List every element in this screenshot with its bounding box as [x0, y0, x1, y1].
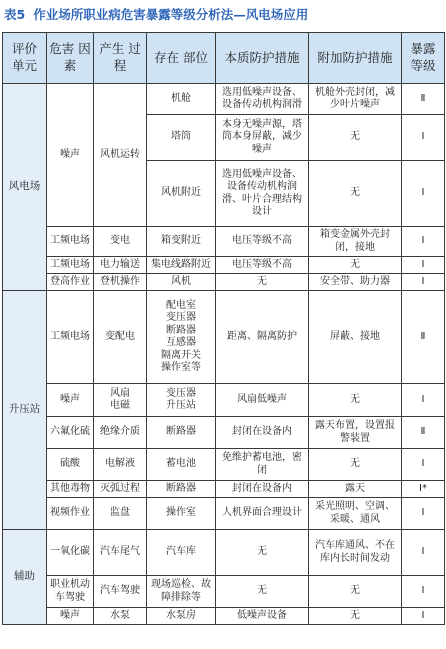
hazard-cell: 工频电场	[47, 291, 94, 384]
process-cell: 水泵	[94, 608, 147, 625]
process-cell: 绝缘介质	[94, 417, 147, 449]
process-cell: 电解液	[94, 449, 147, 481]
process-cell: 汽车尾气	[94, 530, 147, 576]
additional-cell: 露天布置，设置报警装置	[309, 417, 402, 449]
hazard-cell: 其他毒物	[47, 481, 94, 498]
hazard-cell: 工频电场	[47, 227, 94, 257]
additional-cell: 露天	[309, 481, 402, 498]
level-cell: Ⅰ	[402, 161, 445, 227]
process-cell: 变电	[94, 227, 147, 257]
table-row	[3, 84, 445, 115]
table-row	[3, 291, 445, 384]
level-cell: Ⅰ	[402, 257, 445, 274]
process-cell: 电力输送	[94, 257, 147, 274]
process-cell: 风机运转	[94, 84, 147, 227]
table-row	[3, 481, 445, 498]
location-cell: 风机	[147, 274, 216, 291]
hazard-cell: 六氟化硫	[47, 417, 94, 449]
table-row	[3, 417, 445, 449]
hazard-cell: 工频电场	[47, 257, 94, 274]
area-cell-booster-station: 升压站	[3, 291, 47, 530]
intrinsic-cell: 距离、隔离防护	[216, 291, 309, 384]
level-cell: Ⅱ	[402, 291, 445, 384]
additional-cell: 箱变金属外壳封闭，接地	[309, 227, 402, 257]
level-cell: Ⅰ*	[402, 481, 445, 498]
level-cell: Ⅰ	[402, 576, 445, 608]
intrinsic-cell: 人机界面合理设计	[216, 498, 309, 530]
col-header-additional: 附加防护措施	[309, 33, 402, 84]
intrinsic-cell: 无	[216, 576, 309, 608]
intrinsic-cell: 选用低噪声设备、设备传动机构润滑、叶片合理结构设计	[216, 161, 309, 227]
hazard-cell: 一氧化碳	[47, 530, 94, 576]
table-row	[3, 274, 445, 291]
intrinsic-cell: 本身无噪声源，塔筒本身屏蔽，减少噪声	[216, 115, 309, 161]
table-row	[3, 227, 445, 257]
col-header-process: 产生 过程	[94, 33, 147, 84]
intrinsic-cell: 电压等级不高	[216, 227, 309, 257]
location-cell: 风机附近	[147, 161, 216, 227]
intrinsic-cell: 无	[216, 530, 309, 576]
hazard-cell: 视频作业	[47, 498, 94, 530]
location-cell: 集电线路附近	[147, 257, 216, 274]
location-cell: 箱变附近	[147, 227, 216, 257]
header-row	[3, 33, 445, 84]
location-cell: 断路器	[147, 417, 216, 449]
level-cell: Ⅰ	[402, 274, 445, 291]
table-row	[3, 530, 445, 576]
additional-cell: 无	[309, 115, 402, 161]
process-cell: 汽车驾驶	[94, 576, 147, 608]
level-cell: Ⅰ	[402, 498, 445, 530]
additional-cell: 无	[309, 608, 402, 625]
col-header-hazard: 危害 因素	[47, 33, 94, 84]
additional-cell: 无	[309, 384, 402, 417]
location-cell: 水泵房	[147, 608, 216, 625]
level-cell: Ⅰ	[402, 227, 445, 257]
location-cell: 塔筒	[147, 115, 216, 161]
level-cell: Ⅰ	[402, 608, 445, 625]
table-title: 作业场所职业病危害暴露等级分析法—风电场应用	[33, 7, 309, 22]
exposure-level-table	[2, 32, 445, 625]
intrinsic-cell: 电压等级不高	[216, 257, 309, 274]
process-cell: 监盘	[94, 498, 147, 530]
location-cell: 现场巡检、故障排除等	[147, 576, 216, 608]
additional-cell: 采光照明、空调、采暖、通风	[309, 498, 402, 530]
hazard-cell: 噪声	[47, 608, 94, 625]
process-cell: 风扇 电磁	[94, 384, 147, 417]
hazard-cell: 硫酸	[47, 449, 94, 481]
intrinsic-cell: 无	[216, 274, 309, 291]
hazard-cell: 登高作业	[47, 274, 94, 291]
table-row	[3, 498, 445, 530]
intrinsic-cell: 风扇低噪声	[216, 384, 309, 417]
hazard-cell: 职业机动车驾驶	[47, 576, 94, 608]
intrinsic-cell: 封闭在设备内	[216, 481, 309, 498]
level-cell: Ⅱ	[402, 417, 445, 449]
level-cell: Ⅱ	[402, 84, 445, 115]
location-cell: 配电室 变压器 断路器 互感器 隔离开关 操作室等	[147, 291, 216, 384]
location-cell: 操作室	[147, 498, 216, 530]
col-header-unit: 评价 单元	[3, 33, 47, 84]
location-cell: 汽车库	[147, 530, 216, 576]
additional-cell: 无	[309, 576, 402, 608]
intrinsic-cell: 选用低噪声设备、设备传动机构润滑	[216, 84, 309, 115]
col-header-level: 暴露 等级	[402, 33, 445, 84]
additional-cell: 机舱外壳封闭，减少叶片噪声	[309, 84, 402, 115]
intrinsic-cell: 低噪声设备	[216, 608, 309, 625]
level-cell: Ⅰ	[402, 115, 445, 161]
area-cell-wind-farm: 风电场	[3, 84, 47, 291]
level-cell: Ⅰ	[402, 449, 445, 481]
additional-cell: 无	[309, 257, 402, 274]
location-cell: 变压器 升压站	[147, 384, 216, 417]
table-caption	[4, 4, 308, 26]
additional-cell: 屏蔽、接地	[309, 291, 402, 384]
table-row	[3, 608, 445, 625]
col-header-location: 存在 部位	[147, 33, 216, 84]
area-cell-auxiliary: 辅助	[3, 530, 47, 625]
table-number: 表5	[4, 7, 26, 22]
col-header-intrinsic: 本质防护措施	[216, 33, 309, 84]
location-cell: 蓄电池	[147, 449, 216, 481]
table-row	[3, 576, 445, 608]
table-row	[3, 384, 445, 417]
process-cell: 变配电	[94, 291, 147, 384]
additional-cell: 安全带、助力器	[309, 274, 402, 291]
intrinsic-cell: 免维护蓄电池，密闭	[216, 449, 309, 481]
additional-cell: 汽车库通风、不在库内长时间发动	[309, 530, 402, 576]
table-row	[3, 449, 445, 481]
additional-cell: 无	[309, 449, 402, 481]
location-cell: 断路器	[147, 481, 216, 498]
level-cell: Ⅰ	[402, 384, 445, 417]
location-cell: 机舱	[147, 84, 216, 115]
process-cell: 灭弧过程	[94, 481, 147, 498]
process-cell: 登机操作	[94, 274, 147, 291]
intrinsic-cell: 封闭在设备内	[216, 417, 309, 449]
level-cell: Ⅰ	[402, 530, 445, 576]
hazard-cell: 噪声	[47, 84, 94, 227]
additional-cell: 无	[309, 161, 402, 227]
table-row	[3, 257, 445, 274]
hazard-cell: 噪声	[47, 384, 94, 417]
